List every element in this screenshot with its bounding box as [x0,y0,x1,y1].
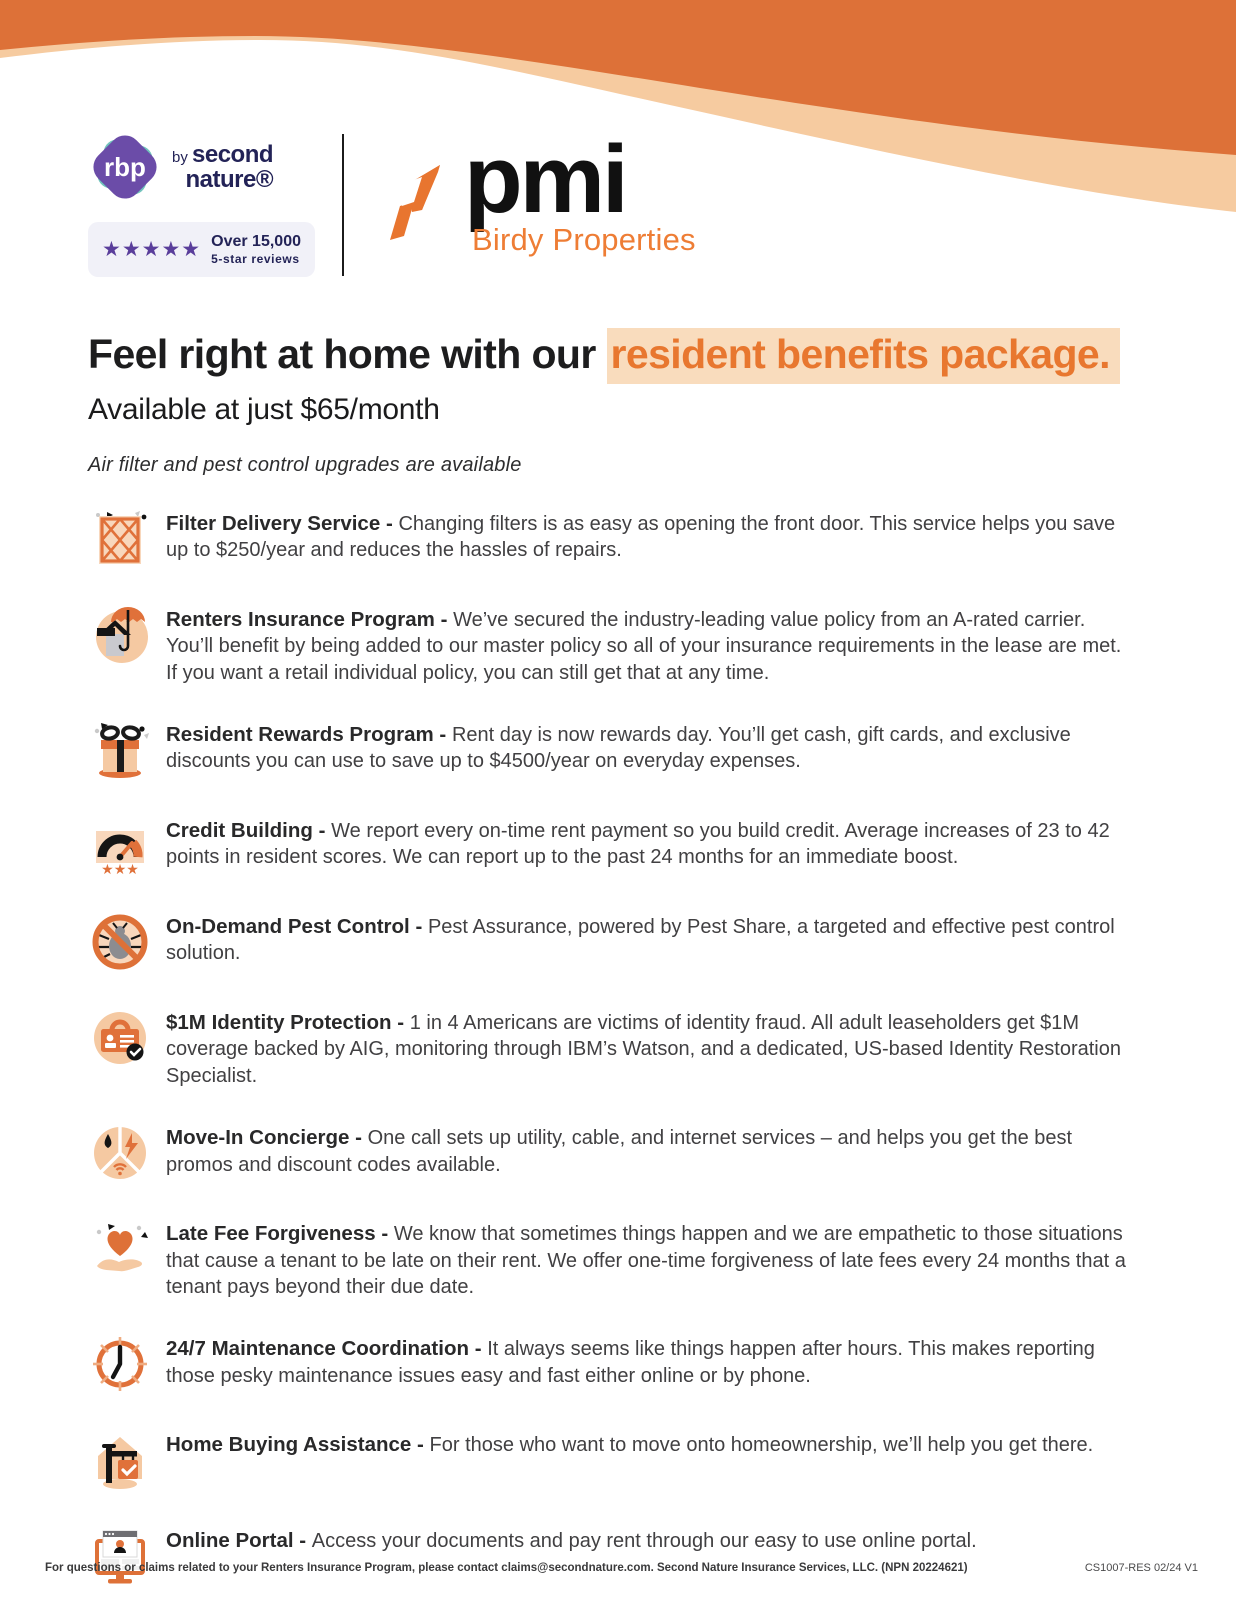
reviews-text [211,233,301,266]
benefit-item-online-portal [88,1524,1136,1588]
pmi-wordmark [464,126,696,258]
rbp-logo-lockup [88,130,316,204]
benefit-text: 24/7 Maintenance Coordination - It always seems like things happen after hours. This makes reporting those pesky maintenance issues easy and fast either online or by phone. [166,1337,1095,1387]
pmi-mark-icon [378,162,460,244]
benefit-text: Credit Building - We report every on-time rent payment so you build credit. Average increases of 23 to 42 points in resident scores. We can report up to the past 24 months for an immediate boost. [166,819,1110,869]
benefit-item-credit-building [88,814,1136,878]
air-filter-icon [88,507,152,571]
pmi-logo [378,126,696,258]
pmi-name: pmi [464,126,626,233]
home-sale-sign-icon [88,1428,152,1492]
online-portal-icon [88,1524,152,1588]
gift-icon [88,718,152,782]
credit-gauge-icon [88,814,152,878]
title-plain: Feel right at home with our [88,330,607,377]
benefit-item-late-fee-forgiveness [88,1217,1136,1300]
umbrella-house-icon [88,603,152,667]
page-title [88,331,1136,378]
logo-divider [342,134,344,276]
benefit-text: $1M Identity Protection - 1 in 4 Americans are victims of identity fraud. All adult leaseholders get $1M coverage backed by AIG, monitoring through IBM’s Watson, and a dedicated, US-based Identity Restoration Specialist. [166,1011,1121,1087]
benefit-text: Renters Insurance Program - We’ve secured the industry-leading value policy from an A-rated carrier. You’ll benefit by being added to our master policy so all of your insurance requirements in the lease are met. If you want a retail individual policy, you can still get that at any time. [166,607,1122,684]
benefit-item-identity-protection [88,1006,1136,1089]
benefit-text: Online Portal - Access your documents and pay rent through our easy to use online portal. [166,1529,977,1553]
reviews-label: 5-star reviews [211,251,300,266]
benefit-item-move-in-concierge [88,1121,1136,1185]
footer-disclaimer: For questions or claims related to your Renters Insurance Program, please contact claims@secondnature.com. Second Nature Insurance Services, LLC. (NPN 20224621) [45,1562,968,1574]
id-protection-icon [88,1006,152,1070]
footer-document-code: CS1007-RES 02/24 V1 [1084,1562,1198,1574]
svg-text:★★★: ★★★ [101,861,139,878]
heart-hand-icon [88,1217,152,1281]
second-nature-line1: by second [172,140,274,168]
footer [45,1562,1198,1574]
pmi-subtitle: Birdy Properties [472,222,696,258]
benefits-list [88,507,1136,1589]
benefit-item-resident-rewards [88,718,1136,782]
benefit-item-home-buying [88,1428,1136,1492]
benefit-item-pest-control [88,910,1136,974]
price-subtitle: Available at just $65/month [88,392,440,426]
five-stars-icon: ★★★★★ [102,237,202,261]
rbp-badge-label: rbp [104,152,146,182]
utilities-icon [88,1121,152,1185]
benefit-text: Filter Delivery Service - Changing filters is as easy as opening the front door. This service helps you save up to $250/year and reduces the hassles of repairs. [166,511,1116,562]
benefit-text: Home Buying Assistance - For those who want to move onto homeownership, we’ll help you get there. [166,1433,1094,1457]
second-nature-wordmark [172,140,274,193]
second-nature-line2: nature® [185,165,274,193]
rbp-badge-icon [88,130,162,204]
no-pests-icon [88,910,152,974]
benefit-item-renters-insurance [88,603,1136,686]
clock-icon [88,1332,152,1396]
benefit-item-maintenance [88,1332,1136,1396]
benefit-item-filter-delivery [88,507,1136,571]
reviews-count: Over 15,000 [211,233,301,250]
benefit-text: Resident Rewards Program - Rent day is now rewards day. You’ll get cash, gift cards, and exclusive discounts you can use to save up to $4500/year on everyday expenses. [166,723,1071,773]
logo-header [88,0,1136,277]
upgrades-note: Air filter and pest control upgrades are available [88,453,522,476]
benefit-text: On-Demand Pest Control - Pest Assurance, powered by Pest Share, a targeted and effective pest control solution. [166,915,1115,965]
title-highlight: resident benefits package. [607,328,1120,384]
rbp-second-nature-logo [88,130,316,277]
hero-section [88,331,1136,477]
benefit-text: Move-In Concierge - One call sets up utility, cable, and internet services – and helps you get the best promos and discount codes available. [166,1126,1073,1176]
reviews-badge [88,222,315,277]
benefit-text: Late Fee Forgiveness - We know that sometimes things happen and we are empathetic to those situations that cause a tenant to be late on their rent. We offer one-time forgiveness of late fees every 24 months that a tenant pays beyond their due date. [166,1222,1126,1299]
